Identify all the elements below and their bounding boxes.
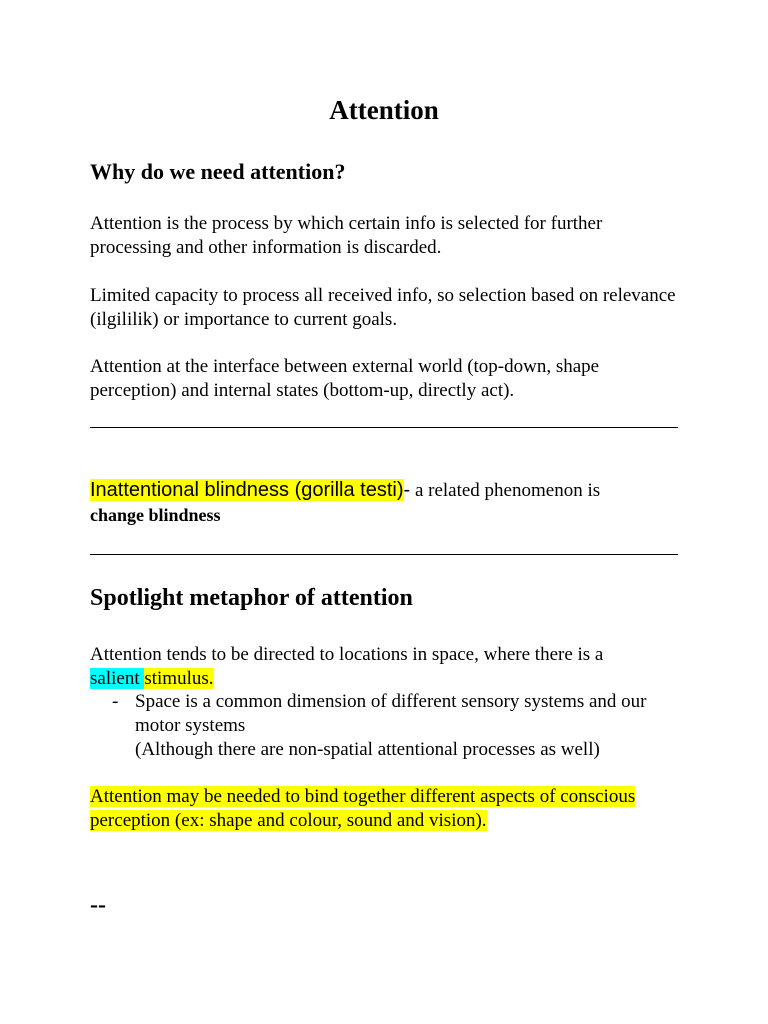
binding-highlight: Attention may be needed to bind together different aspects of conscious perception (ex: shape and colour, sound and vision).: [90, 786, 636, 831]
stimulus-highlight: stimulus.: [144, 668, 214, 689]
section-heading-why-attention: Why do we need attention?: [90, 159, 346, 184]
list-item-note: (Although there are non-spatial attentional processes as well): [135, 739, 600, 760]
paragraph-binding: [90, 785, 680, 833]
paragraph-limited-capacity: Limited capacity to process all received info, so selection based on relevance (ilgililik) or importance to current goals.: [90, 285, 676, 330]
horizontal-rule-1: [90, 427, 678, 428]
paragraph-interface: Attention at the interface between external world (top-down, shape perception) and internal states (bottom-up, directly act).: [90, 356, 600, 401]
related-phenomenon-text: a related phenomenon is: [410, 480, 601, 501]
list-item-text: Space is a common dimension of different sensory systems and our motor systems: [135, 691, 647, 736]
inattentional-dash: -: [403, 479, 411, 501]
horizontal-rule-2: [90, 554, 678, 555]
list-item: [90, 690, 680, 762]
paragraph-spotlight: [90, 643, 680, 691]
paragraph-inattentional-blindness: [90, 478, 680, 528]
page-title: Attention: [329, 95, 439, 125]
change-blindness-term: change blindness: [90, 505, 221, 525]
spotlight-text: Attention tends to be directed to locations in space, where there is a: [90, 644, 604, 665]
list-bullet: -: [112, 691, 119, 712]
paragraph-definition: Attention is the process by which certain info is selected for further processing and other information is discarded.: [90, 213, 603, 258]
salient-highlight: salient: [90, 668, 145, 689]
page-end-marker: --: [90, 892, 106, 918]
spotlight-list: [90, 690, 680, 762]
inattentional-blindness-highlight: Inattentional blindness (gorilla testi): [90, 479, 404, 501]
section-heading-spotlight: Spotlight metaphor of attention: [90, 585, 413, 611]
